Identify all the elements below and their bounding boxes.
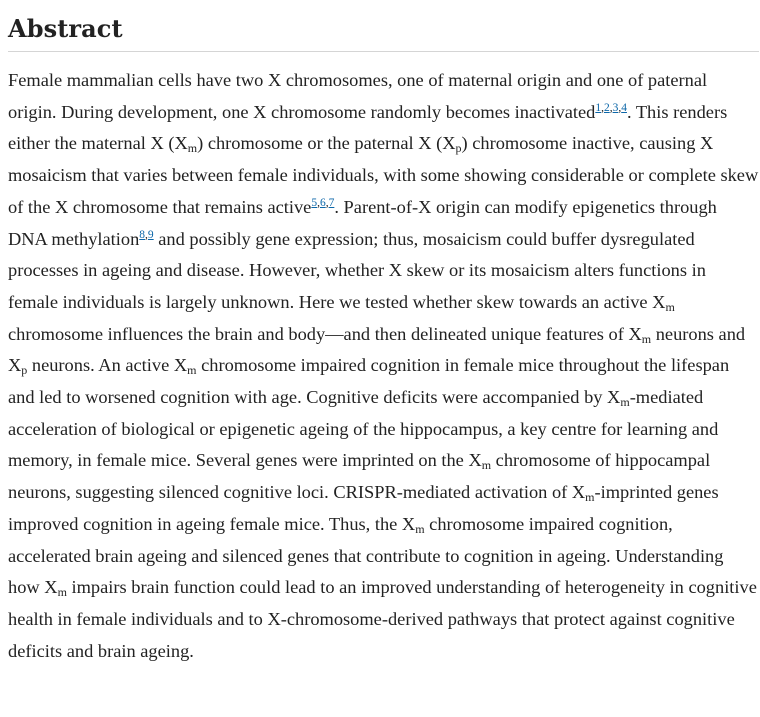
citation-link[interactable]: 4 <box>621 101 627 114</box>
subscript: m <box>641 331 652 346</box>
citation-link[interactable]: 1 <box>595 101 602 114</box>
text-segment: . Parent-of-X origin can modify epigenetics through DNA methylation <box>8 196 717 249</box>
citation-link[interactable]: 5 <box>311 196 318 209</box>
text-segment: ) chromosome inactive, causing X mosaicism that varies between female individuals, with some showing considerable or complete skew of the X chromosome that remains active <box>8 133 759 217</box>
subscript: m <box>585 490 595 505</box>
citation-link[interactable]: 2 <box>603 101 610 114</box>
citation-link[interactable]: 7 <box>328 196 335 209</box>
text-segment: . This renders either the maternal X (X <box>8 101 728 154</box>
citation-group: 1,2,3,4 <box>595 101 627 114</box>
text-segment: neurons. An active X <box>27 355 188 376</box>
text-segment: -mediated acceleration of biological or epigenetic ageing of the hippocampus, a key centre for learning and memory, in female mice. Several genes were imprinted on the X <box>8 387 719 471</box>
abstract-paragraph <box>8 65 759 667</box>
text-segment: Female mammalian cells have two X chromosomes, one of maternal origin and one of paternal origin. During development, one X chromosome randomly becomes inactivated <box>8 70 708 122</box>
citation-group: 8,9 <box>139 228 154 241</box>
abstract-section <box>8 14 759 667</box>
text-segment: neurons and X <box>8 323 746 376</box>
subscript: p <box>455 141 462 156</box>
subscript: m <box>187 141 198 156</box>
subscript: m <box>620 395 630 410</box>
citation-link[interactable]: 9 <box>147 228 154 241</box>
citation-link[interactable]: 6 <box>319 196 326 209</box>
subscript: p <box>21 363 28 378</box>
subscript: m <box>415 521 425 536</box>
citation-group: 5,6,7 <box>311 196 335 209</box>
text-segment: chromosome impaired cognition in female mice throughout the lifespan and led to worsened cognition with age. Cognitive deficits were accompanied by X <box>8 355 730 408</box>
text-segment: -imprinted genes improved cognition in ageing female mice. Thus, the X <box>8 482 719 534</box>
citation-link[interactable]: 3 <box>612 101 619 114</box>
citation-link[interactable]: 8 <box>139 228 146 241</box>
subscript: m <box>665 299 675 314</box>
subscript: m <box>187 363 197 378</box>
text-segment: chromosome of hippocampal neurons, suggesting silenced cognitive loci. CRISPR-mediated activation of X <box>8 450 711 503</box>
text-segment: chromosome influences the brain and body—and then delineated unique features of X <box>8 323 642 344</box>
text-segment: chromosome impaired cognition, accelerated brain ageing and silenced genes that contribute to cognition in ageing. Understanding how X <box>8 513 724 598</box>
section-heading: Abstract <box>8 14 123 43</box>
subscript: m <box>57 585 67 600</box>
subscript: m <box>481 458 492 473</box>
text-segment: impairs brain function could lead to an improved understanding of heterogeneity in cognitive health in female individuals and to X-chromosome-derived pathways that protect against cognitive deficits and brain ageing. <box>8 577 757 661</box>
text-segment: ) chromosome or the paternal X (X <box>197 133 456 154</box>
text-segment: and possibly gene expression; thus, mosaicism could buffer dysregulated processes in ageing and disease. However, whether X skew or its mosaicism alters functions in female individuals is largely unknown. Here we tested whether skew towards an active X <box>8 228 706 312</box>
heading-divider <box>8 51 759 52</box>
